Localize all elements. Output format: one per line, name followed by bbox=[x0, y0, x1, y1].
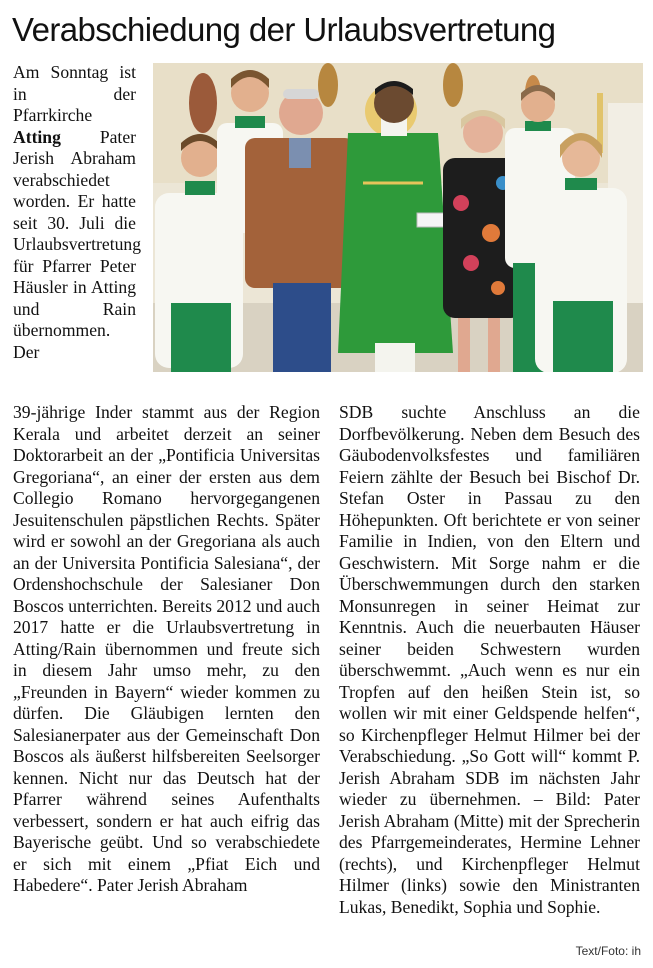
article-headline: Verabschiedung der Urlaubsvertretung bbox=[12, 11, 556, 48]
article-photo bbox=[153, 63, 643, 372]
photo-illustration bbox=[153, 63, 643, 372]
article-column-left: 39-jährige Inder stammt aus der Region Kerala und arbeitet derzeit an seiner Doktorarbeit an der „Pontificia Universitas Gregoriana“, an einer der ersten aus dem Collegio Romano hervorgegangenen Jesuitenschulen päpstlichen Rechts. Später wird er sowohl an der Gregoriana als auch an der Universita Pontificia Salesiana“, der Ordenshochschule der Salesianer Don Boscos unterrichten. Bereits 2012 und auch 2017 hatte er die Urlaubsvertretung in Atting/Rain übernommen und freute sich in diesem Jahr umso mehr, zu den „Freunden in Bayern“ wieder kommen zu dürfen. Die Gläubigen lernten den Salesianerpater aus der Gemeinschaft Don Boscos als äußerst hilfsbereiten Seelsorger kennen. Nicht nur das Deutsch hat der Pfarrer während seines Aufenthalts verbessert, sondern er hat auch eifrig das Bayerische geübt. Und so verabschiedete er sich mit einem „Pfiat Eich und Habedere“. Pater Jerish Abraham bbox=[13, 402, 320, 895]
article-column-right: SDB suchte Anschluss an die Dorfbevölkerung. Neben dem Besuch des Gäubodenvolksfestes und familiären Feiern zählte der Besuch bei Bischof Dr. Stefan Oster in Passau zu den Höhepunkten. Oft berichtete er von seiner Familie in Indien, von den Eltern und Geschwistern. Mit Sorge nahm er die Überschwemmungen durch den starken Monsunregen in seiner Heimat zur Kenntnis. Auch die neuerbauten Häuser seiner beiden Schwestern wurden überschwemmt. „Auch wenn es nur ein Tropfen auf den heißen Stein ist, so wollen wir mit einer Geldspende helfen“, so Kirchenpfleger Helmut Hilmer bei der Verabschiedung. „So Gott will“ kommt P. Jerish Abraham SDB im nächsten Jahr wieder zu übernehmen. – Bild: Pater Jerish Abraham (Mitte) mit der Sprecherin des Pfarrgemeinderates, Hermine Lehner (rechts), und Kirchenpfleger Helmut Hilmer (links) sowie den Ministranten Lukas, Benedikt, Sophia und Sophie. bbox=[339, 402, 640, 917]
intro-place: Atting bbox=[13, 126, 61, 147]
intro-lead: Am Sonntag ist in der Pfarrkirche bbox=[13, 62, 136, 125]
photo-credit: Text/Foto: ih bbox=[575, 944, 641, 958]
intro-rest: Pater Jerish Abraham verabschiedet worden. Er hatte seit 30. Juli die Urlaubsvertretung für Pfarrer Peter Häusler in Atting und Rain übernommen. Der bbox=[13, 126, 142, 362]
article-intro bbox=[13, 62, 142, 363]
